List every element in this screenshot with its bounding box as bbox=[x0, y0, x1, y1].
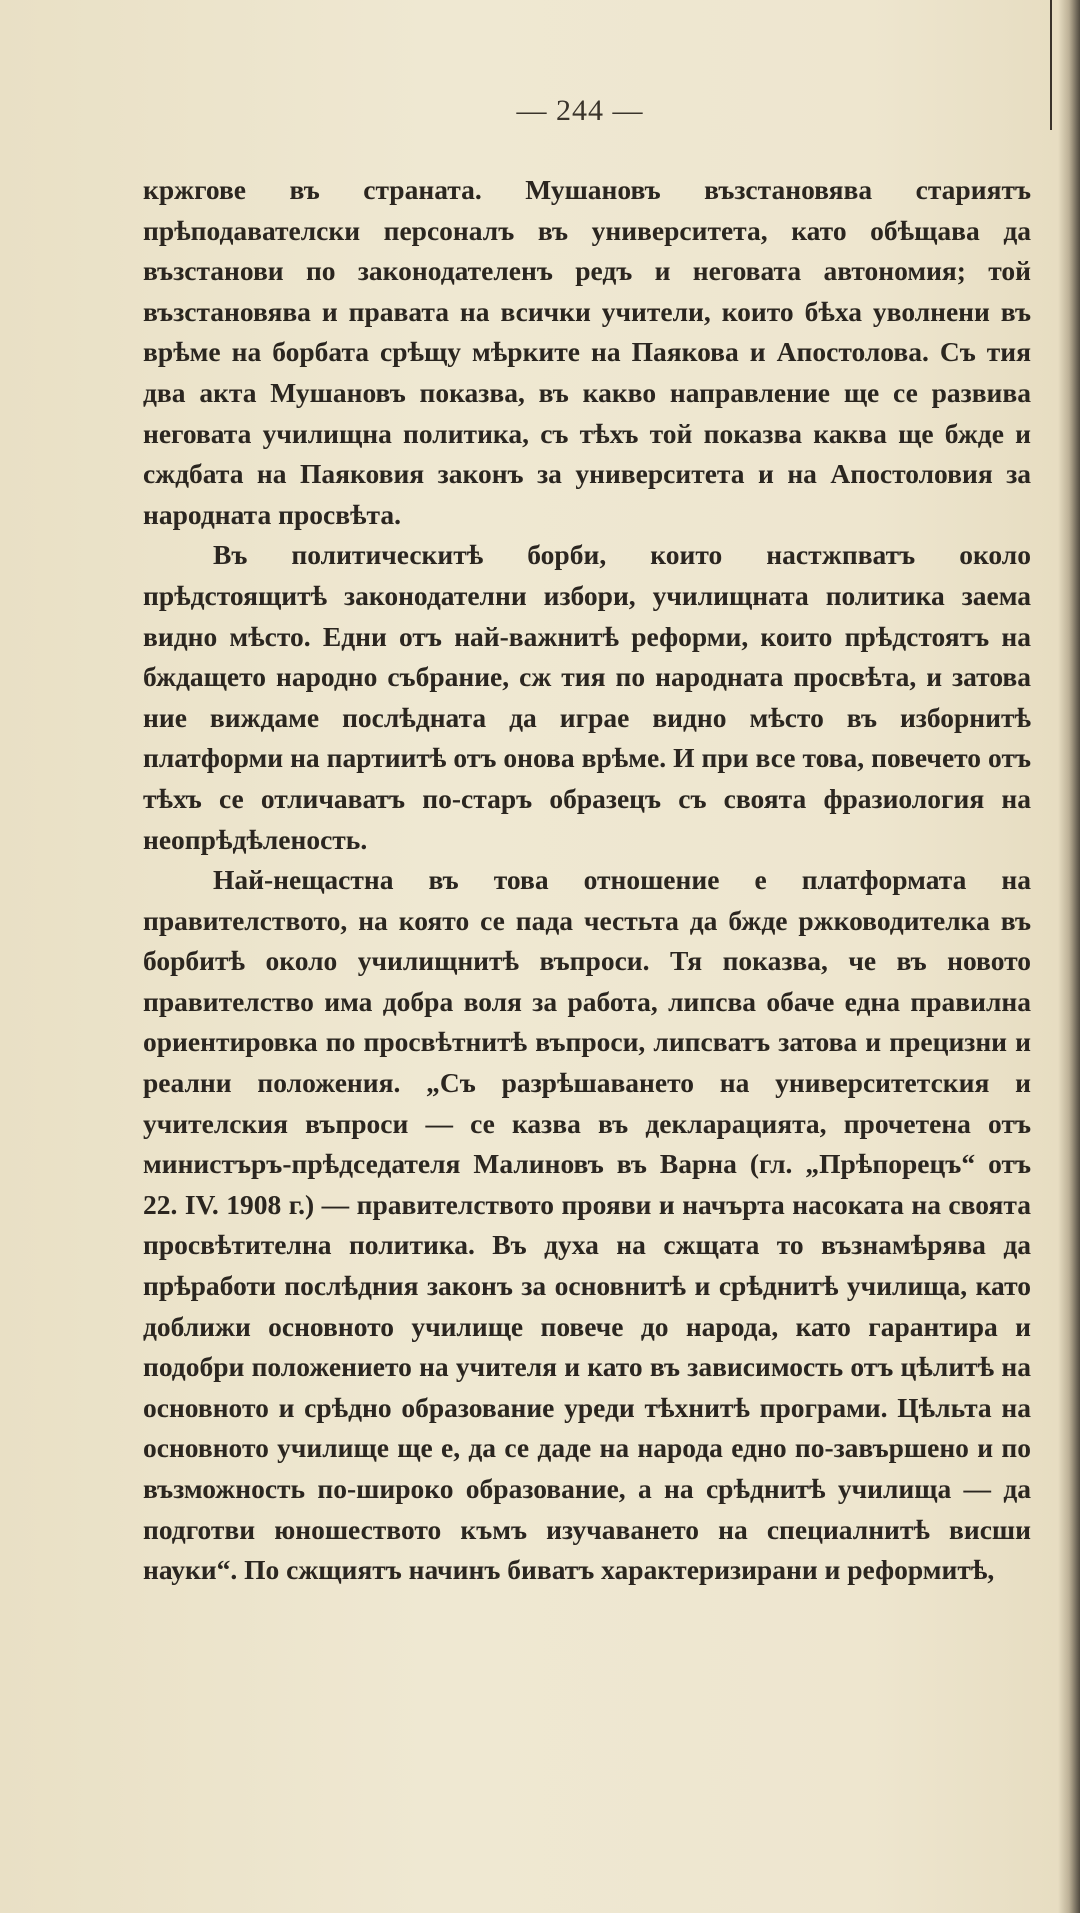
paragraph-2: Въ политическитѣ борби, които настжпватъ около прѣдстоящитѣ законодателни избори, училищната политика заема видно мѣсто. Едни отъ най-важнитѣ реформи, които прѣдстоятъ на бждащето народно събрание, сж тия по народната просвѣта, и затова ние виждаме послѣдната да играе видно мѣсто въ изборнитѣ платформи на партиитѣ отъ онова врѣме. И при все това, повечето отъ тѣхъ се отличаватъ по-старъ образецъ съ своята фразиология на неопрѣдѣленость. bbox=[143, 539, 1031, 855]
page-edge-shadow bbox=[1058, 0, 1080, 1913]
body-text bbox=[143, 170, 1031, 1591]
paragraph-3: Най-нещастна въ това отношение е платформата на правителството, на която се пада честьта да бжде ржководителка въ борбитѣ около училищнитѣ въпроси. Тя показва, че въ новото правителство има добра воля за работа, липсва обаче една правилна ориентировка по просвѣтнитѣ въпроси, липсватъ затова и прецизни и реални положения. „Съ разрѣшаването на университетския и учителския въпроси — се казва въ декларацията, прочетена отъ министъръ-прѣдседателя Малиновъ въ Варна (гл. „Прѣпорецъ“ отъ 22. IV. 1908 г.) — правителството прояви и начърта насоката на своята просвѣтителна политика. Въ духа на сжщата то възнамѣрява да прѣработи послѣдния законъ за основнитѣ и срѣднитѣ училища, като доближи основното училище повече до народа, като гарантира и подобри положението на учителя и като въ зависимость отъ цѣлитѣ на основното и срѣдно образование уреди тѣхнитѣ програми. Цѣльта на основното училище ще е, да се даде на народа едно по-завършено и по възможность по-широко образование, а на срѣднитѣ училища — да подготви юношеството къмъ изучаването на специалнитѣ висши науки“. По сжщиятъ начинъ биватъ характеризирани и реформитѣ, bbox=[143, 864, 1031, 1586]
paragraph-1: кржгове въ страната. Мушановъ възстановява стариятъ прѣподавателски персоналъ въ университета, като обѣщава да възстанови по законодателенъ редъ и неговата автономия; той възстановява и правата на всички учители, които бѣха уволнени въ врѣме на борбата срѣщу мѣрките на Паякова и Апостолова. Съ тия два акта Мушановъ показва, въ какво направление ще се развива неговата училищна политика, съ тѣхъ той показва каква ще бжде и сждбата на Паяковия законъ за университета и на Апостоловия за народната просвѣта. bbox=[143, 174, 1031, 530]
page-number: — 244 — bbox=[516, 94, 644, 127]
